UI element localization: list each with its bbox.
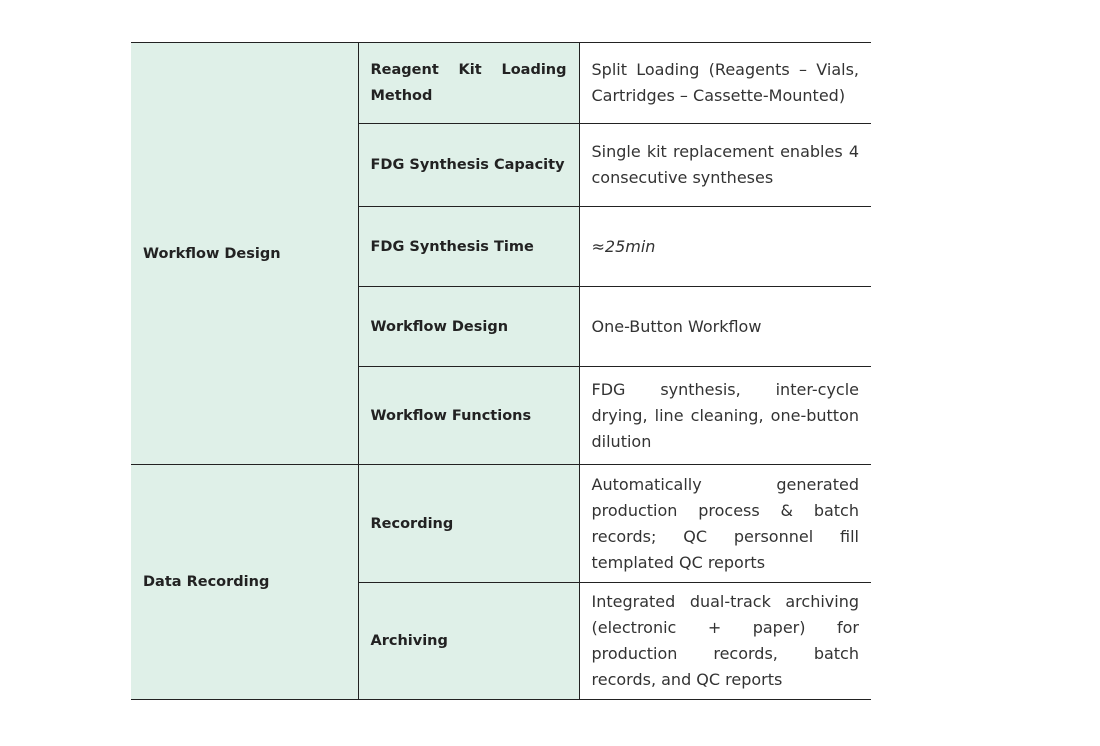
param-fdg-synthesis-capacity: FDG Synthesis Capacity — [358, 124, 579, 207]
param-recording: Recording — [358, 465, 579, 583]
table-row — [131, 43, 871, 124]
category-workflow-design: Workflow Design — [131, 43, 358, 465]
value-workflow-functions: FDG synthesis, inter-cycle drying, line cleaning, one-button dilution — [579, 367, 871, 465]
value-fdg-synthesis-time: ≈25min — [579, 207, 871, 287]
value-reagent-kit-loading-method: Split Loading (Reagents – Vials, Cartridges – Cassette-Mounted) — [579, 43, 871, 124]
param-workflow-functions: Workflow Functions — [358, 367, 579, 465]
value-workflow-design: One-Button Workflow — [579, 287, 871, 367]
param-workflow-design: Workflow Design — [358, 287, 579, 367]
category-data-recording: Data Recording — [131, 465, 358, 700]
table-row — [131, 465, 871, 583]
value-archiving: Integrated dual-track archiving (electronic + paper) for production records, batch records, and QC reports — [579, 583, 871, 700]
param-fdg-synthesis-time: FDG Synthesis Time — [358, 207, 579, 287]
param-archiving: Archiving — [358, 583, 579, 700]
param-reagent-kit-loading-method: Reagent Kit Loading Method — [358, 43, 579, 124]
value-recording: Automatically generated production process & batch records; QC personnel fill templated QC reports — [579, 465, 871, 583]
value-fdg-synthesis-capacity: Single kit replacement enables 4 consecutive syntheses — [579, 124, 871, 207]
spec-table — [131, 42, 871, 700]
